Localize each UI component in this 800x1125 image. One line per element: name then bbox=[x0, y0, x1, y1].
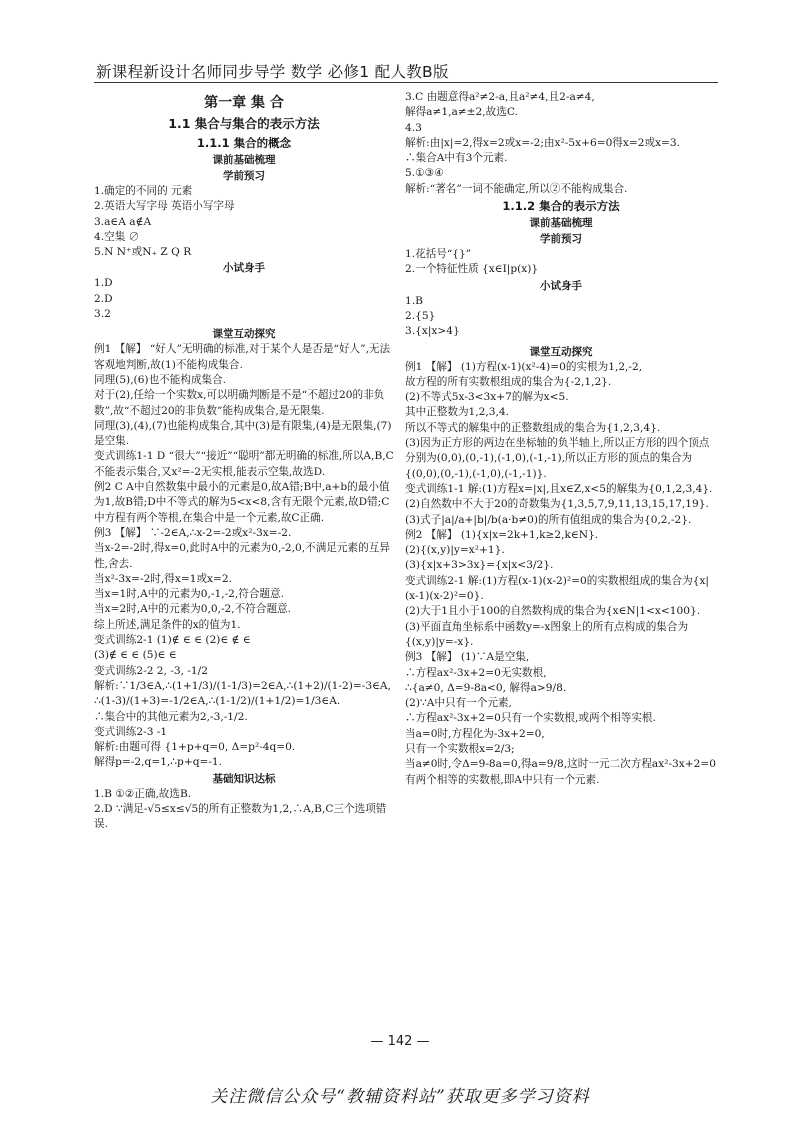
text-line: 解析:∵1/3∈A,∴(1+1/3)/(1-1/3)=2∈A,∴(1+2)/(1-2)=-3∈A, bbox=[94, 679, 391, 692]
text-line: (2)不等式5x-3<3x+7的解为x<5. bbox=[405, 391, 569, 404]
heading: 小试身手 bbox=[540, 279, 582, 292]
text-line: 解析:由题可得 {1+p+q=0, Δ=p²-4q=0. bbox=[94, 741, 296, 754]
text-line: ∴集合中的其他元素为2,-3,-1/2. bbox=[94, 710, 248, 723]
heading: 基础知识达标 bbox=[212, 772, 276, 785]
text-line: 1.花括号“{}” bbox=[405, 248, 472, 261]
text-line: 变式训练1-1 解:(1)方程x=|x|,且x∈Z,x<5的解集为{0,1,2,3,4}. bbox=[405, 482, 713, 495]
heading: 课前基础梳理 bbox=[212, 154, 276, 166]
text-line: ∴方程ax²-3x+2=0只有一个实数根,或两个相等实根. bbox=[405, 712, 656, 725]
text-line: 当x-2=-2时,得x=0,此时A中的元素为0,-2,0,不满足元素的互异性,舍去. bbox=[94, 542, 390, 570]
text-line: 1.B ①②正确,故选B. bbox=[94, 787, 192, 800]
text-line: 综上所述,满足条件的x的值为1. bbox=[94, 618, 241, 631]
text-line: 解得a≠1,a≠±2,故选C. bbox=[405, 106, 518, 119]
text-line: ∴{a≠0, Δ=9-8a<0, 解得a>9/8. bbox=[405, 681, 567, 694]
text-line: 例3 【解】 ∵-2∈A,∴x-2=-2或x²-3x=-2. bbox=[94, 526, 292, 539]
text-line: 例1 【解】 “好人”无明确的标准,对于某个人是否是“好人”,无法客观地判断,故(1)不能构成集合. bbox=[94, 343, 391, 371]
text-line: 1.D bbox=[94, 277, 113, 290]
header-rule bbox=[94, 82, 718, 83]
text-line: 解得p=-2,q=1,∴p+q=-1. bbox=[94, 756, 223, 769]
heading: 1.1.2 集合的表示方法 bbox=[502, 199, 620, 214]
text-line: 例2 【解】 (1){x|x=2k+1,k≥2,k∈N}. bbox=[405, 528, 599, 541]
text-line: 变式训练2-1 (1)∉ ∈ ∈ (2)∈ ∉ ∈ bbox=[94, 634, 251, 647]
heading: 学前预习 bbox=[223, 170, 265, 182]
text-line: 同理(3),(4),(7)也能构成集合,其中(3)是有限集,(4)是无限集,(7)是空集. bbox=[94, 419, 392, 448]
heading: 小试身手 bbox=[223, 262, 265, 275]
text-line: (3)∉ ∈ ∈ (5)∈ ∈ bbox=[94, 649, 177, 662]
text-line: 当x²-3x=-2时,得x=1或x=2. bbox=[94, 572, 233, 585]
heading: 第一章 集 合 bbox=[204, 95, 284, 111]
text-line: 5.N N⁺或N₊ Z Q R bbox=[94, 246, 192, 259]
text-line: 4.空集 ∅ bbox=[94, 230, 140, 243]
text-line: 2.英语大写字母 英语小写字母 bbox=[94, 200, 235, 213]
text-line: 只有一个实数根x=2/3; bbox=[405, 742, 515, 755]
text-line: (3)因为正方形的两边在坐标轴的负半轴上,所以正方形的四个顶点分别为(0,0),(0,-1),(-1,0),(-1,-1),所以正方形的顶点的集合为{(0,0),(0,-1),(-1,0),(-1,-1)}. bbox=[405, 437, 710, 480]
text-line: (2)自然数中不大于20的奇数集为{1,3,5,7,9,11,13,15,17,19}. bbox=[405, 498, 709, 511]
text-line: 其中正整数为1,2,3,4. bbox=[405, 406, 509, 419]
text-line: (3){x|x+3>3x}={x|x<3/2}. bbox=[405, 559, 554, 572]
text-line: 2.{5} bbox=[405, 309, 436, 322]
text-line: 3.{x|x>4} bbox=[405, 325, 460, 338]
text-line: ∴方程ax²-3x+2=0无实数根, bbox=[405, 666, 547, 679]
text-line: 2.D bbox=[94, 292, 113, 305]
text-line: 当x=2时,A中的元素为0,0,-2,不符合题意. bbox=[94, 603, 292, 616]
heading: 学前预习 bbox=[540, 233, 582, 246]
text-line: 解析:“著名”一词不能确定,所以②不能构成集合. bbox=[405, 182, 628, 195]
text-line: 对于(2),任给一个实数x,可以明确判断是不是“不超过20的非负数”,故“不超过20的非负数”能构成集合,是无限集. bbox=[94, 389, 385, 417]
text-line: (2)大于1且小于100的自然数构成的集合为{x∈N|1<x<100}. bbox=[405, 605, 701, 618]
text-line: 所以不等式的解集中的正整数组成的集合为{1,2,3,4}. bbox=[405, 421, 661, 434]
text-line: 5.①③④ bbox=[405, 167, 444, 180]
text-line: ∴(1-3)/(1+3)=-1/2∈A,∴(1-1/2)/(1+1/2)=1/3∈A. bbox=[94, 695, 341, 708]
page-number: — 142 — bbox=[370, 1034, 430, 1049]
text-line: ∴集合A中有3个元素. bbox=[405, 152, 508, 165]
text-line: 例2 C A中自然数集中最小的元素是0,故A错;B中,a+b的最小值为1,故B错;D中不等式的解为5<x<8,含有无限个元素,故D错;C中方程有两个等根,在集合中是一个元素,故C正确. bbox=[94, 481, 390, 524]
text-line: 例3 【解】 (1)∵A是空集, bbox=[405, 651, 530, 664]
page-header: 新课程新设计名师同步导学 数学 必修1 配人教B版 bbox=[96, 63, 449, 81]
text-line: 变式训练2-1 解:(1)方程(x-1)(x-2)²=0的实数根组成的集合为{x|(x-1)(x-2)²=0}. bbox=[405, 574, 709, 603]
heading: 课堂互动探究 bbox=[212, 328, 276, 341]
text-line: (3)平面直角坐标系中函数y=-x图象上的所有点构成的集合为{(x,y)|y=-x}. bbox=[405, 620, 689, 648]
text-line: 故方程的所有实数根组成的集合为{-2,1,2}. bbox=[405, 375, 612, 388]
text-line: 4.3 bbox=[405, 121, 422, 134]
text-line: (3)式子|a|/a+|b|/b(a·b≠0)的所有值组成的集合为{0,2,-2}. bbox=[405, 513, 692, 526]
heading: 1.1.1 集合的概念 bbox=[196, 136, 292, 150]
text-line: 当a=0时,方程化为-3x+2=0, bbox=[405, 727, 545, 740]
text-line: 3.a∈A a∉A bbox=[94, 215, 152, 228]
text-line: 变式训练2-3 -1 bbox=[94, 725, 168, 738]
text-line: (2){(x,y)|y=x²+1}. bbox=[405, 544, 505, 557]
text-line: 同理(5),(6)也不能构成集合. bbox=[94, 373, 227, 386]
text-line: 2.D ∵满足-√5≤x≤√5的所有正整数为1,2,∴A,B,C三个选项错误. bbox=[94, 802, 387, 831]
text-line: 1.B bbox=[405, 294, 423, 307]
text-line: 变式训练1-1 D “很大”“接近”“聪明”都无明确的标准,所以A,B,C不能表示集合,又x²=-2无实根,能表示空集,故选D. bbox=[94, 450, 394, 478]
right-column bbox=[405, 90, 717, 788]
text-line: 当a≠0时,令Δ=9-8a=0,得a=9/8,这时一元二次方程ax²-3x+2=0有两个相等的实数根,即A中只有一个元素. bbox=[405, 758, 716, 786]
footer-watermark: 关注微信公众号“教辅资料站”获取更多学习资料 bbox=[210, 1087, 590, 1107]
heading: 课堂互动探究 bbox=[529, 345, 593, 358]
text-line: 3.2 bbox=[94, 308, 111, 321]
left-column bbox=[94, 90, 394, 833]
text-line: 2.一个特征性质 {x∈I|p(x)} bbox=[405, 263, 539, 276]
text-line: 例1 【解】 (1)方程(x-1)(x²-4)=0的实根为1,2,-2, bbox=[405, 360, 643, 373]
heading: 1.1 集合与集合的表示方法 bbox=[168, 116, 320, 131]
text-line: 当x=1时,A中的元素为0,-1,-2,符合题意. bbox=[94, 588, 284, 601]
text-line: (2)∵A中只有一个元素, bbox=[405, 697, 512, 710]
text-line: 变式训练2-2 2, -3, -1/2 bbox=[94, 664, 208, 677]
text-line: 1.确定的不同的 元素 bbox=[94, 185, 193, 197]
text-line: 3.C 由题意得a²≠2-a,且a²≠4,且2-a≠4, bbox=[405, 91, 595, 103]
text-line: 解析:由|x|=2,得x=2或x=-2;由x²-5x+6=0得x=2或x=3. bbox=[405, 136, 681, 149]
heading: 课前基础梳理 bbox=[529, 217, 593, 230]
